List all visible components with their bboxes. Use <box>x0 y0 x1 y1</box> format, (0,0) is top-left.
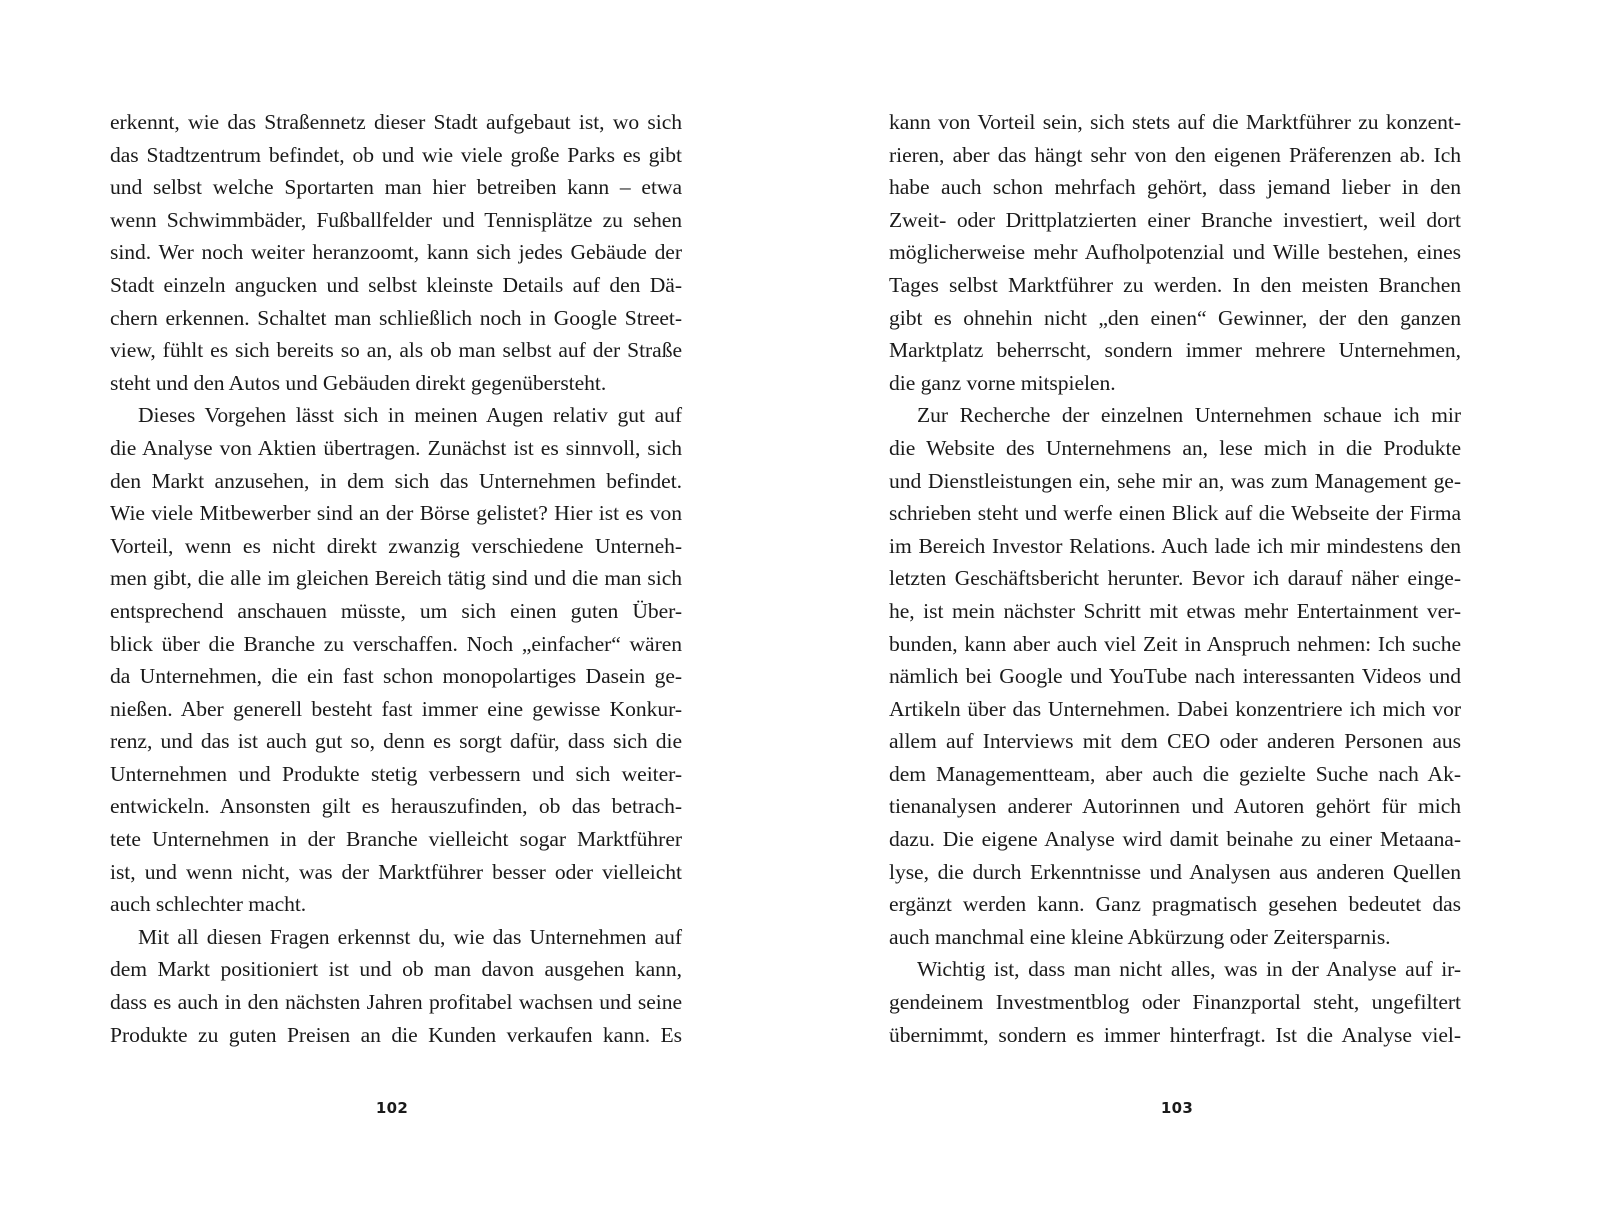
right-page <box>803 0 1606 1211</box>
text-line: dazu. Die eigene Analyse wird damit beinahe zu einer Metaana- <box>889 827 1461 852</box>
text-line: übernimmt, sondern es immer hinterfragt. Ist die Analyse viel- <box>889 1022 1461 1047</box>
text-line: dass es auch in den nächsten Jahren profitabel wachsen und seine <box>110 990 682 1015</box>
text-line: Dieses Vorgehen lässt sich in meinen Augen relativ gut auf <box>138 403 682 428</box>
text-line: Wichtig ist, dass man nicht alles, was in der Analyse auf ir- <box>917 957 1461 982</box>
text-line: view, fühlt es sich bereits so an, als ob man selbst auf der Straße <box>110 338 682 363</box>
text-line: den Markt anzusehen, in dem sich das Unternehmen befindet. <box>110 468 682 493</box>
text-line: dem Managementteam, aber auch die gezielte Suche nach Ak- <box>889 761 1461 786</box>
text-line: Produkte zu guten Preisen an die Kunden verkaufen kann. Es <box>110 1022 682 1047</box>
text-line: und selbst welche Sportarten man hier betreiben kann – etwa <box>110 175 682 200</box>
text-line: chern erkennen. Schaltet man schließlich noch in Google Street- <box>110 305 682 330</box>
text-line: Zweit- oder Drittplatzierten einer Branche investiert, weil dort <box>889 207 1461 232</box>
text-line: men gibt, die alle im gleichen Bereich tätig sind und die man sich <box>110 566 682 591</box>
text-line: lyse, die durch Erkenntnisse und Analysen aus anderen Quellen <box>889 859 1461 884</box>
text-line: rieren, aber das hängt sehr von den eigenen Präferenzen ab. Ich <box>889 142 1461 167</box>
text-line: nämlich bei Google und YouTube nach interessanten Videos und <box>889 664 1461 689</box>
text-line: wenn Schwimmbäder, Fußballfelder und Tennisplätze zu sehen <box>110 207 682 232</box>
text-line: im Bereich Investor Relations. Auch lade ich mir mindestens den <box>889 533 1461 558</box>
text-line: renz, und das ist auch gut so, denn es sorgt dafür, dass sich die <box>110 729 682 754</box>
text-line: nießen. Aber generell besteht fast immer eine gewisse Konkur- <box>110 696 682 721</box>
text-line: entwickeln. Ansonsten gilt es herauszufinden, ob das betrach- <box>110 794 682 819</box>
page-number: 102 <box>375 1099 409 1117</box>
left-page-text <box>110 106 682 1051</box>
text-line: habe auch schon mehrfach gehört, dass jemand lieber in den <box>889 175 1461 200</box>
text-line: Unternehmen und Produkte stetig verbessern und sich weiter- <box>110 761 682 786</box>
text-line: steht und den Autos und Gebäuden direkt gegenübersteht. <box>110 370 607 395</box>
text-line: tienanalysen anderer Autorinnen und Autoren gehört für mich <box>889 794 1461 819</box>
text-line: he, ist mein nächster Schritt mit etwas mehr Entertainment ver- <box>889 598 1461 623</box>
text-line: kann von Vorteil sein, sich stets auf die Marktführer zu konzent- <box>889 110 1461 134</box>
text-line: das Stadtzentrum befindet, ob und wie viele große Parks es gibt <box>110 142 682 167</box>
text-line: schrieben steht und werfe einen Blick auf die Webseite der Firma <box>889 501 1461 526</box>
text-line: gendeinem Investmentblog oder Finanzportal steht, ungefiltert <box>889 990 1461 1015</box>
text-line: Artikeln über das Unternehmen. Dabei konzentriere ich mich vor <box>889 696 1461 721</box>
text-line: blick über die Branche zu verschaffen. Noch „einfacher“ wären <box>110 631 682 656</box>
right-page-text <box>889 106 1461 1051</box>
text-line: auch schlechter macht. <box>110 892 307 917</box>
text-line: auch manchmal eine kleine Abkürzung oder Zeitersparnis. <box>889 924 1391 949</box>
text-line: Tages selbst Marktführer zu werden. In den meisten Branchen <box>889 272 1461 297</box>
text-line: letzten Geschäftsbericht herunter. Bevor ich darauf näher einge- <box>889 566 1461 591</box>
text-line: bunden, kann aber auch viel Zeit in Anspruch nehmen: Ich suche <box>889 631 1461 656</box>
text-line: entsprechend anschauen müsste, um sich einen guten Über- <box>110 598 682 623</box>
text-line: Vorteil, wenn es nicht direkt zwanzig verschiedene Unterneh- <box>110 533 682 558</box>
text-line: Marktplatz beherrscht, sondern immer mehrere Unternehmen, <box>889 338 1461 363</box>
text-line: Mit all diesen Fragen erkennst du, wie das Unternehmen auf <box>138 924 682 949</box>
text-line: dem Markt positioniert ist und ob man davon ausgehen kann, <box>110 957 682 982</box>
text-line: Stadt einzeln angucken und selbst kleinste Details auf den Dä- <box>110 272 682 297</box>
text-line: die Analyse von Aktien übertragen. Zunächst ist es sinnvoll, sich <box>110 435 682 460</box>
text-line: Wie viele Mitbewerber sind an der Börse gelistet? Hier ist es von <box>110 501 682 526</box>
text-line: allem auf Interviews mit dem CEO oder anderen Personen aus <box>889 729 1461 754</box>
text-line: und Dienstleistungen ein, sehe mir an, was zum Management ge- <box>889 468 1461 493</box>
text-line: die ganz vorne mitspielen. <box>889 370 1116 395</box>
text-line: die Website des Unternehmens an, lese mich in die Produkte <box>889 435 1461 460</box>
text-line: ergänzt werden kann. Ganz pragmatisch gesehen bedeutet das <box>889 892 1461 917</box>
text-line: erkennt, wie das Straßennetz dieser Stadt aufgebaut ist, wo sich <box>110 110 682 134</box>
text-line: Zur Recherche der einzelnen Unternehmen schaue ich mir <box>917 403 1461 428</box>
page-number: 103 <box>1160 1099 1194 1117</box>
text-line: ist, und wenn nicht, was der Marktführer besser oder vielleicht <box>110 859 682 884</box>
text-line: da Unternehmen, die ein fast schon monopolartiges Dasein ge- <box>110 664 682 689</box>
text-line: sind. Wer noch weiter heranzoomt, kann sich jedes Gebäude der <box>110 240 682 265</box>
text-line: tete Unternehmen in der Branche vielleicht sogar Marktführer <box>110 827 682 852</box>
text-line: gibt es ohnehin nicht „den einen“ Gewinner, der den ganzen <box>889 305 1461 330</box>
text-line: möglicherweise mehr Aufholpotenzial und Wille bestehen, eines <box>889 240 1461 265</box>
